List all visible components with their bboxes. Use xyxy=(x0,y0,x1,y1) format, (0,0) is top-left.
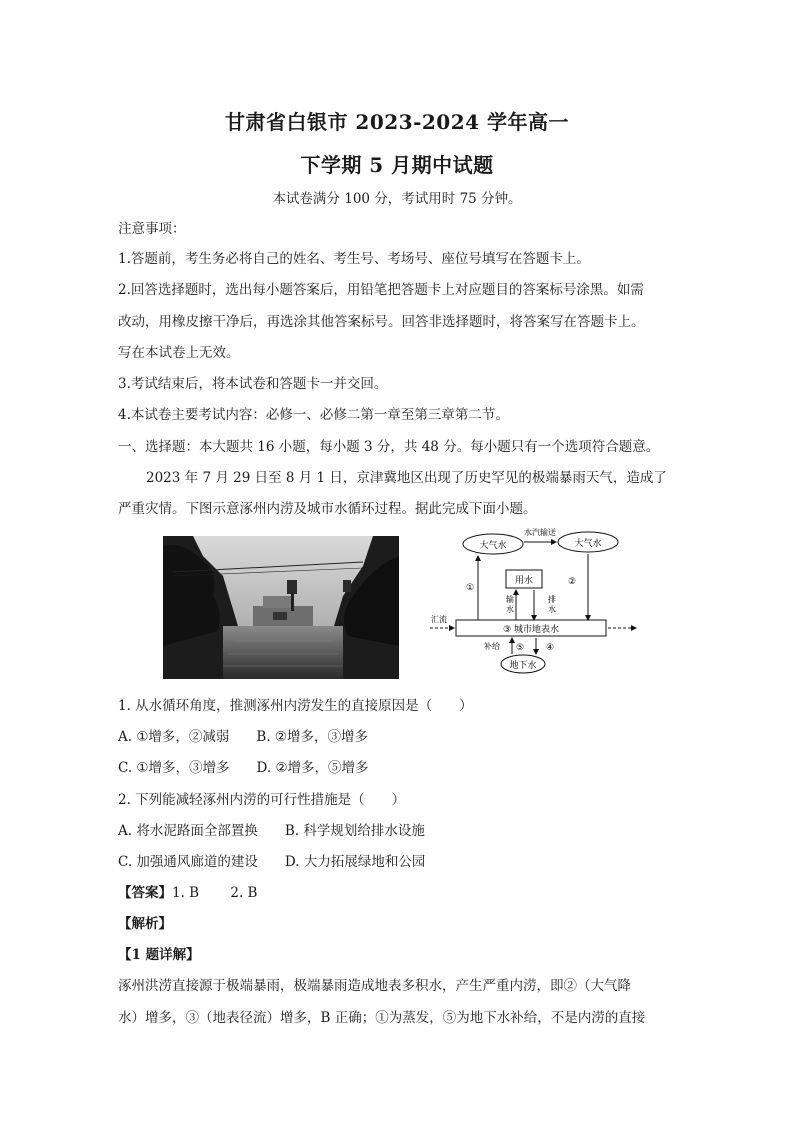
recharge-label: 补给 xyxy=(484,642,500,651)
flood-photo xyxy=(163,536,399,679)
note-item: 3.考试结束后，将本试卷和答题卡一并交回。 xyxy=(118,376,388,392)
water-cycle-diagram xyxy=(428,526,650,676)
analysis-line: 水）增多，③（地表径流）增多，B 正确；①为蒸发，⑤为地下水补给，不是内涝的直接 xyxy=(118,1010,646,1026)
passage-line: 严重灾情。下图示意涿州内涝及城市水循环过程。据此完成下面小题。 xyxy=(118,501,537,517)
document-title-line2: 下学期 5 月期中试题 xyxy=(300,153,494,177)
document-title-line1: 甘肃省白银市 2023-2024 学年高一 xyxy=(224,110,570,134)
section-heading: 一、选择题：本大题共 16 小题，每小题 3 分，共 48 分。每小题只有一个选项符合题意。 xyxy=(118,439,660,455)
confluence-label: 汇流 xyxy=(431,615,447,624)
flood-photo-image xyxy=(163,536,399,679)
analysis-line: 涿州洪涝直接源于极端暴雨，极端暴雨造成地表多积水，产生严重内涝，即②（大气降 xyxy=(118,978,631,994)
atmosphere-water-left-label: 大气水 xyxy=(479,541,507,551)
note-item: 1.答题前，考生务必将自己的姓名、考生号、考场号、座位号填写在答题卡上。 xyxy=(118,251,590,267)
water-cycle-svg xyxy=(428,526,650,676)
drain-label: 排水 xyxy=(548,595,556,614)
answer-text: 1. B 2. B xyxy=(172,885,258,901)
groundwater-label: 地下水 xyxy=(509,661,537,671)
note-item: 4.本试卷主要考试内容：必修一、必修二第一章至第三章第二节。 xyxy=(118,407,509,423)
note-item: 2.回答选择题时，选出每小题答案后，用铅笔把答题卡上对应题目的答案标号涂黑。如需 xyxy=(118,282,644,298)
exam-info: 本试卷满分 100 分，考试用时 75 分钟。 xyxy=(272,191,522,207)
question-2-options-ab: A. 将水泥路面全部置换 B. 科学规划给排水设施 xyxy=(118,823,425,839)
question-1-stem: 1. 从水循环角度，推测涿州内涝发生的直接原因是（ ） xyxy=(118,698,473,714)
question-1-options-ab: A. ①增多，②减弱 B. ②增多，③增多 xyxy=(118,729,369,745)
water-use-label: 用水 xyxy=(514,576,534,586)
note-item: 写在本试卷上无效。 xyxy=(118,345,240,361)
passage-line: 2023 年 7 月 29 日至 8 月 1 日，京津冀地区出现了历史罕见的极端暴雨天气，造成了 xyxy=(146,470,667,486)
answer-label: 【答案】 xyxy=(118,885,172,901)
marker-1: ① xyxy=(466,583,475,593)
marker-4: ④ xyxy=(546,643,555,653)
question-2-stem: 2. 下列能减轻涿州内涝的可行性措施是（ ） xyxy=(118,792,406,808)
question-2-options-cd: C. 加强通风廊道的建设 D. 大力拓展绿地和公园 xyxy=(118,854,426,870)
analysis-label: 【解析】 xyxy=(118,916,172,932)
supply-label: 输水 xyxy=(506,595,514,614)
marker-2: ② xyxy=(568,577,577,587)
answer-line xyxy=(118,884,678,902)
notes-heading: 注意事项： xyxy=(118,221,186,237)
urban-surface-water-label: ③ 城市地表水 xyxy=(503,625,559,635)
vapor-transport-label: 水汽输送 xyxy=(524,528,556,537)
marker-5: ⑤ xyxy=(516,643,525,653)
question-1-options-cd: C. ①增多，③增多 D. ②增多，⑤增多 xyxy=(118,760,369,776)
note-item: 改动，用橡皮擦干净后，再选涂其他答案标号。回答非选择题时，将答案写在答题卡上。 xyxy=(118,314,645,330)
atmosphere-water-right-label: 大气水 xyxy=(574,539,602,549)
analysis-sub-label: 【1 题详解】 xyxy=(118,947,200,963)
